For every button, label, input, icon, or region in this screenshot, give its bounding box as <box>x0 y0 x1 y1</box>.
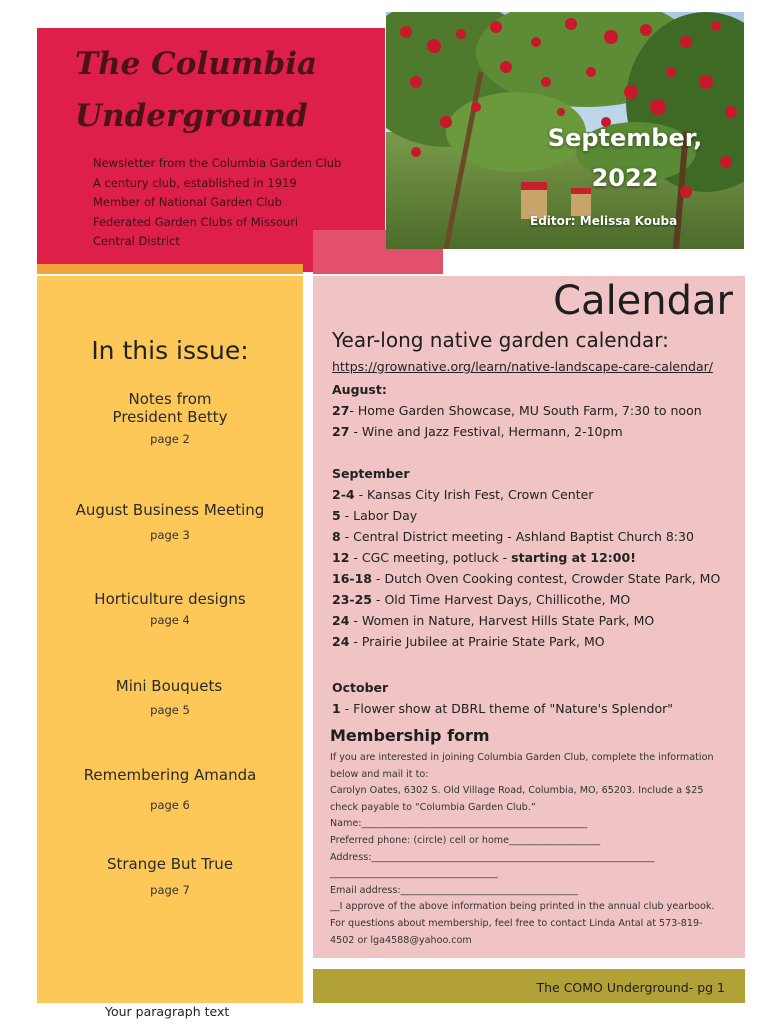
event-row <box>332 526 744 547</box>
event-date: 23-25 <box>332 592 372 607</box>
event-row <box>332 484 744 505</box>
event-date: 12 <box>332 550 350 565</box>
orange-divider <box>37 264 303 274</box>
header-line: Central District <box>93 234 180 248</box>
september-section <box>332 463 744 652</box>
toc-item-title: Mini Bouquets <box>115 677 223 695</box>
event-text: - Prairie Jubilee at Prairie State Park, MO <box>349 634 605 649</box>
calendar-title: Calendar <box>553 278 733 324</box>
toc-item-title: Horticulture designs <box>94 590 246 608</box>
event-row <box>332 698 744 719</box>
event-row <box>332 568 744 589</box>
event-row <box>332 631 744 652</box>
membership-line: below and mail it to: <box>330 768 429 780</box>
toc-item-page: page 7 <box>150 883 190 897</box>
event-emphasis: starting at 12:00! <box>511 550 636 565</box>
header-line: Newsletter from the Columbia Garden Club <box>93 156 342 170</box>
toc-item[interactable] <box>37 501 303 542</box>
issue-year: 2022 <box>591 164 659 192</box>
toc-item-title: Notes from President Betty <box>112 390 228 426</box>
event-text: - Flower show at DBRL theme of "Nature's Splendor" <box>340 701 673 716</box>
toc-heading: In this issue: <box>91 336 249 365</box>
membership-line: For questions about membership, feel free to contact Linda Antal at 573-819- <box>330 917 703 929</box>
toc-item[interactable] <box>37 590 303 627</box>
toc-item-title: August Business Meeting <box>75 501 265 519</box>
event-date: 1 <box>332 701 341 716</box>
event-date: 24 <box>332 634 350 649</box>
event-row <box>332 610 744 631</box>
issue-date <box>520 118 730 198</box>
toc-item-page: page 6 <box>150 798 190 812</box>
event-text: - Kansas City Irish Fest, Crown Center <box>354 487 594 502</box>
toc-item-page: page 4 <box>150 613 190 627</box>
header-line: Federated Garden Clubs of Missouri <box>93 214 299 229</box>
approval-checkbox-line[interactable]: __I approve of the above information being printed in the annual club yearbook. <box>330 901 715 913</box>
event-date: 24 <box>332 613 350 628</box>
toc-item[interactable] <box>37 390 303 446</box>
membership-line: Carolyn Oates, 6302 S. Old Village Road, Columbia, MO, 65203. Include a $25 <box>330 785 704 797</box>
toc-item-title: Strange But True <box>106 855 234 873</box>
membership-title: Membership form <box>330 726 490 745</box>
event-row <box>332 421 744 442</box>
issue-month: September, <box>547 124 703 152</box>
editor-credit: Editor: Melissa Kouba <box>530 214 678 228</box>
toc-item-page: page 5 <box>150 703 190 717</box>
event-date: 27 <box>332 424 350 439</box>
event-row <box>332 400 744 421</box>
event-text: - Dutch Oven Cooking contest, Crowder State Park, MO <box>371 571 721 586</box>
toc-item-title: Remembering Amanda <box>83 766 257 784</box>
event-row <box>332 505 744 526</box>
event-row <box>332 589 744 610</box>
membership-line: 4502 or lga4588@yahoo.com <box>330 934 472 946</box>
title-line-2: Underground <box>75 98 308 134</box>
page-number: The COMO Underground- pg 1 <box>536 980 725 995</box>
event-text: - Home Garden Showcase, MU South Farm, 7:30 to noon <box>349 403 702 418</box>
month-heading: August: <box>332 382 387 397</box>
phone-field[interactable]: Preferred phone: (circle) cell or home___________________ <box>330 834 601 846</box>
address-field-cont[interactable]: ___________________________________ <box>330 868 498 880</box>
name-field[interactable]: Name:_______________________________________________ <box>330 818 587 830</box>
event-text: - Wine and Jazz Festival, Hermann, 2-10pm <box>349 424 623 439</box>
event-text: - CGC meeting, potluck - <box>349 550 512 565</box>
header-line: Member of National Garden Club <box>93 195 282 209</box>
header-line: A century club, established in 1919 <box>93 175 297 190</box>
event-date: 2-4 <box>332 487 355 502</box>
event-text: - Central District meeting - Ashland Baptist Church 8:30 <box>340 529 694 544</box>
toc-item-page: page 2 <box>150 432 190 446</box>
event-date: 16-18 <box>332 571 372 586</box>
address-field[interactable]: Address:___________________________________________________________ <box>330 851 655 863</box>
event-text: - Women in Nature, Harvest Hills State Park, MO <box>349 613 655 628</box>
event-text: - Labor Day <box>340 508 418 523</box>
event-row <box>332 547 744 568</box>
calendar-link[interactable]: https://grownative.org/learn/native-landscape-care-calendar/ <box>332 359 713 374</box>
toc-item-page: page 3 <box>150 528 190 542</box>
toc-item[interactable] <box>37 677 303 717</box>
october-section <box>332 677 744 719</box>
event-date: 5 <box>332 508 341 523</box>
august-section <box>332 379 744 442</box>
event-text: - Old Time Harvest Days, Chillicothe, MO <box>371 592 631 607</box>
month-heading: September <box>332 466 410 481</box>
month-heading: October <box>332 680 389 695</box>
event-date: 8 <box>332 529 341 544</box>
event-date: 27 <box>332 403 350 418</box>
title-line-1: The Columbia <box>75 46 318 82</box>
membership-line: If you are interested in joining Columbia Garden Club, complete the information <box>330 752 714 763</box>
membership-form <box>330 750 742 949</box>
placeholder-paragraph[interactable]: Your paragraph text <box>105 1004 230 1019</box>
membership-line: check payable to “Columbia Garden Club.” <box>330 801 536 813</box>
newsletter-title <box>75 38 375 142</box>
toc-item[interactable] <box>37 855 303 897</box>
toc-item[interactable] <box>37 766 303 812</box>
email-field[interactable]: Email address:_____________________________________ <box>330 884 579 896</box>
calendar-subtitle: Year-long native garden calendar: <box>332 328 669 352</box>
